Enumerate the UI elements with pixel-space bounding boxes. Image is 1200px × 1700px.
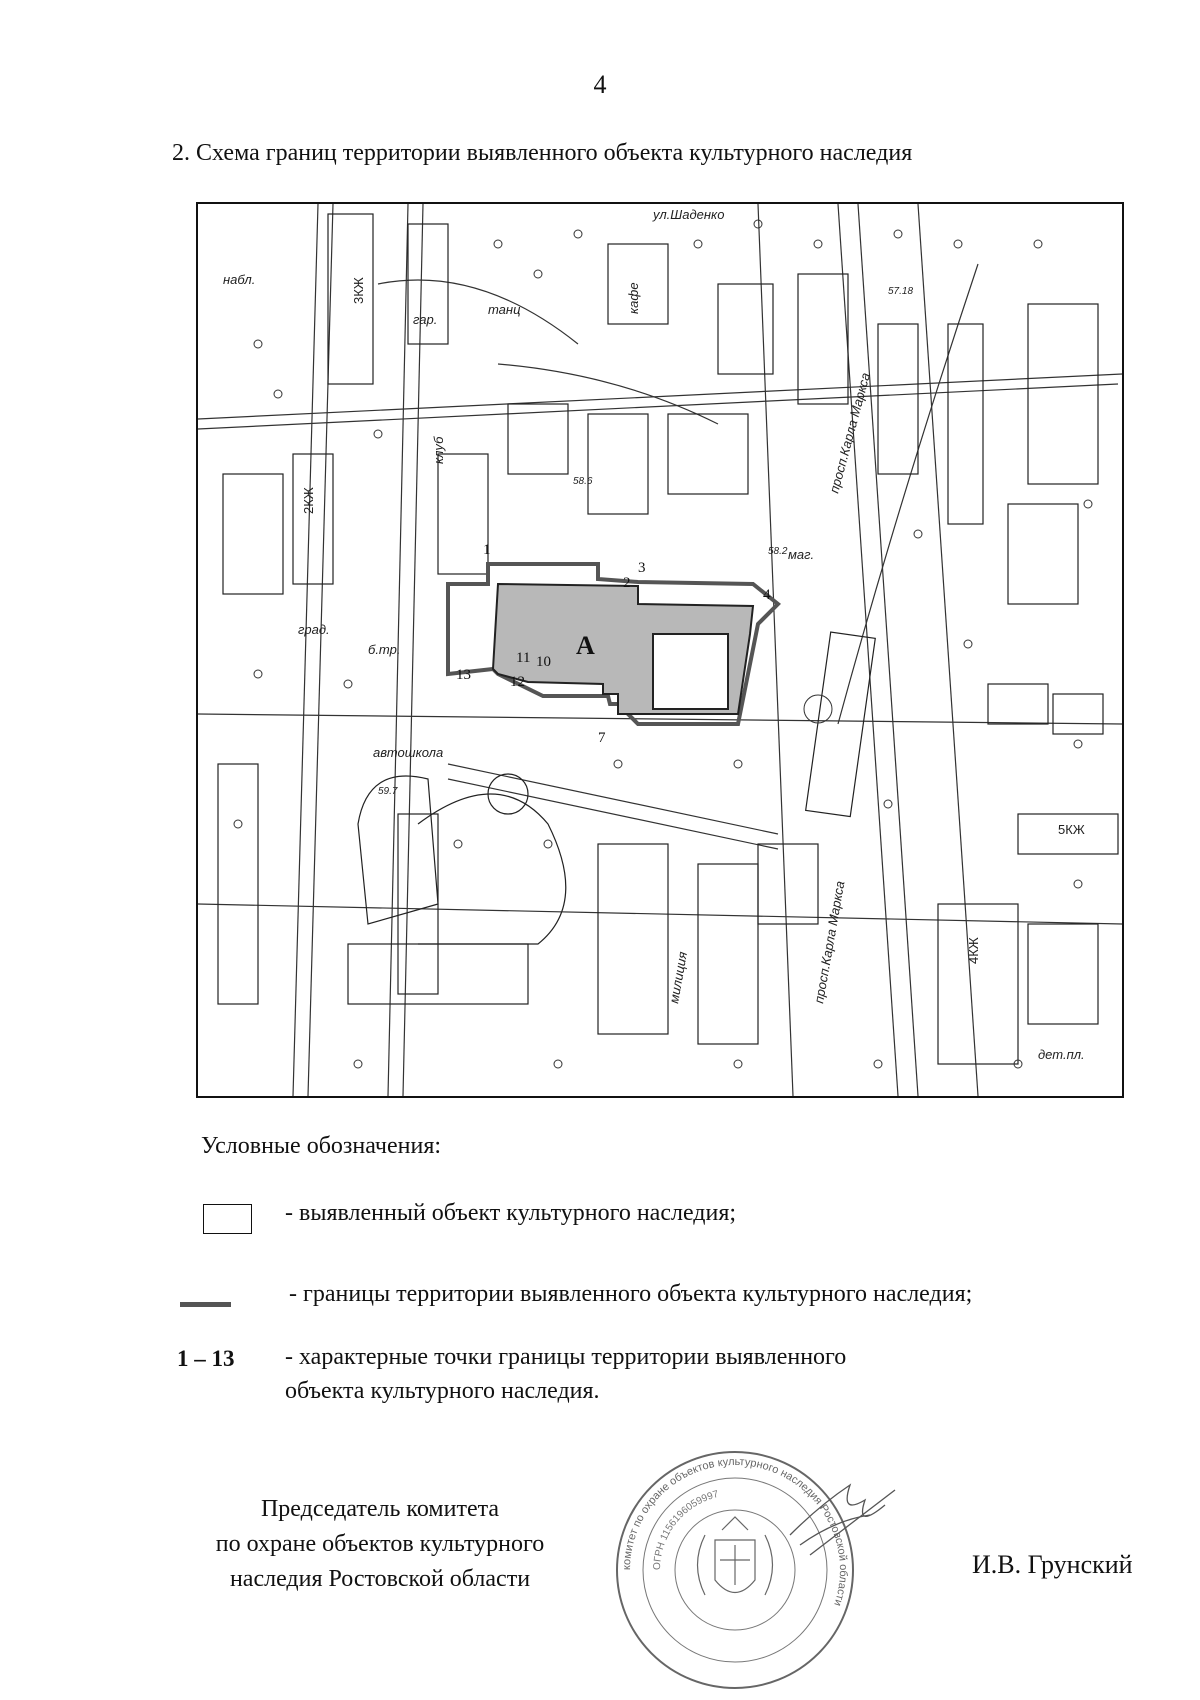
label-nabl: набл. [223, 272, 256, 287]
signatory-title-line-1: Председатель комитета [260, 1496, 500, 1522]
label-fl5: 5КЖ [1058, 822, 1085, 837]
label-kafe: кафе [626, 282, 641, 314]
label-grad: град. [298, 622, 330, 637]
seal-outer-text: комитет по охране объектов культурного наследия Ростовской области [620, 1455, 850, 1608]
label-avtoshkola: автошкола [373, 745, 444, 760]
legend-heading: Условные обозначения: [201, 1133, 442, 1159]
label-militsiya: милиция [666, 950, 691, 1005]
point-label-10: 10 [536, 654, 551, 670]
label-klub: клуб [431, 436, 446, 464]
point-label-4: 4 [763, 587, 771, 603]
legend-symbol-points: 1 – 13 [177, 1346, 235, 1371]
label-gar: гар. [413, 312, 438, 327]
point-label-12: 12 [510, 674, 525, 690]
page-number: 4 [593, 70, 607, 99]
label-fl2: 2КЖ [301, 487, 316, 514]
boundary-scheme-map [196, 202, 1124, 1098]
label-elev-2: 58.2 [768, 546, 788, 557]
street-label-marksa-north: просп.Карла Маркса [826, 371, 874, 495]
legend-text-object: - выявленный объект культурного наследия; [285, 1200, 737, 1226]
heritage-object-a [493, 584, 753, 714]
legend-text-points-line1: - характерные точки границы территории выявленного [285, 1344, 847, 1370]
signatory-title-line-2: по охране объектов культурного [215, 1531, 545, 1557]
label-fl4: 4КЖ [966, 937, 981, 964]
point-label-3: 3 [638, 560, 646, 576]
label-b-tr: б.тр. [368, 642, 401, 657]
signatory-title [175, 1492, 585, 1597]
point-label-11: 11 [516, 650, 531, 666]
seal-inner-text: ОГРН 1156196059997 [651, 1488, 720, 1571]
legend-text-boundary: - границы территории выявленного объекта культурного наследия; [289, 1281, 973, 1307]
object-letter: А [576, 631, 595, 660]
point-label-2: 2 [623, 575, 631, 591]
legend-symbol-boundary [180, 1302, 231, 1307]
label-tants: танц [488, 302, 521, 317]
section-title: 2. Схема границ территории выявленного объекта культурного наследия [172, 140, 913, 166]
point-label-13: 13 [456, 667, 471, 683]
legend-text-points-line2: объекта культурного наследия. [285, 1378, 600, 1404]
point-label-7: 7 [598, 730, 606, 746]
coat-of-arms-icon [698, 1517, 773, 1595]
label-elev-1: 58.6 [573, 476, 593, 487]
signatory-name: И.В. Грунский [972, 1550, 1133, 1579]
label-elev-4: 57.18 [888, 286, 914, 297]
signatory-title-line-3: наследия Ростовской области [229, 1566, 531, 1592]
official-seal [610, 1445, 910, 1700]
street-label-marksa-south: просп.Карла Маркса [811, 879, 848, 1005]
legend-symbol-object [203, 1204, 252, 1234]
label-mag: маг. [788, 547, 815, 562]
svg-text:ОГРН 1156196059997 [652, 1489, 720, 1570]
label-fl3: 3КЖ [351, 277, 366, 304]
label-det-pl: дет.пл. [1038, 1047, 1085, 1062]
label-elev-3: 59.7 [378, 786, 398, 797]
point-label-1: 1 [483, 542, 491, 558]
street-label-shadenko: ул.Шаденко [653, 207, 725, 222]
